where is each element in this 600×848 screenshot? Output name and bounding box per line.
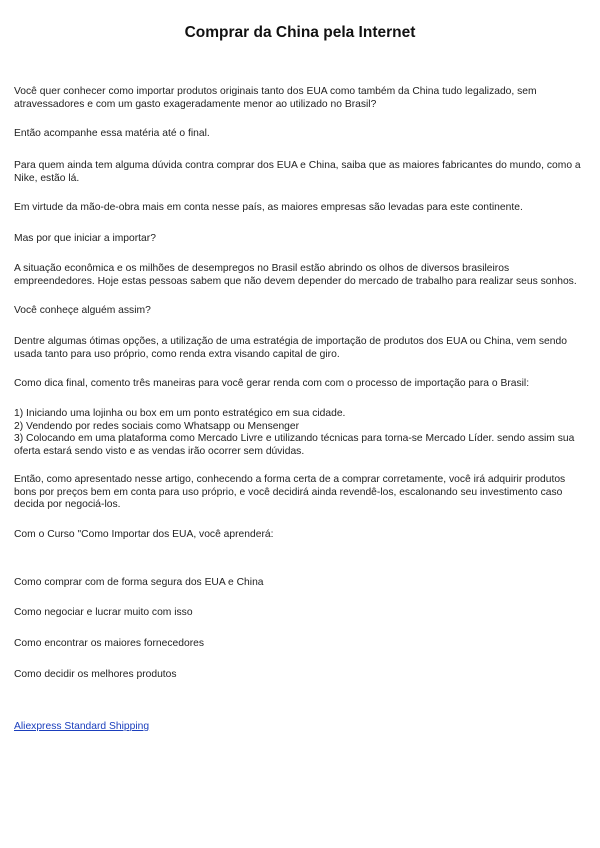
course-item: Como decidir os melhores produtos	[14, 669, 177, 680]
tip-item: 3) Colocando em uma plataforma como Mercado Livre e utilizando técnicas para torna-se Mercado Líder. sendo assim sua oferta estará sendo visto e as vendas irão ocorrer sem dúvidas.	[14, 433, 575, 457]
tips-list	[14, 408, 588, 458]
paragraph-options: Dentre algumas ótimas opções, a utilização de uma estratégia de importação de produtos dos EUA ou China, vem sendo usada tanto para uso próprio, como renda extra visando capital de giro.	[14, 336, 567, 360]
course-item: Como encontrar os maiores fornecedores	[14, 638, 205, 649]
paragraph-intro: Você quer conhecer como importar produtos originais tanto dos EUA como também da China tudo legalizado, sem atravessadores e com um gasto exageradamente menor ao utilizado no Brasil?	[14, 86, 537, 110]
paragraph-why-import: Mas por que iniciar a importar?	[14, 233, 156, 244]
tip-item: 1) Iniciando uma lojinha ou box em um ponto estratégico em sua cidade.	[14, 408, 346, 419]
course-item: Como negociar e lucrar muito com isso	[14, 607, 193, 618]
course-item: Como comprar com de forma segura dos EUA e China	[14, 577, 264, 588]
paragraph-economy: A situação econômica e os milhões de desempregos no Brasil estão abrindo os olhos de diversos brasileiros empreendedores. Hoje estas pessoas sabem que não devem depender do mercado de trabalho para realizar seus sonhos.	[14, 263, 577, 287]
course-intro: Com o Curso "Como Importar dos EUA, você aprenderá:	[14, 529, 274, 540]
paragraph-question: Você conheçe alguém assim?	[14, 305, 151, 316]
paragraph-manufacturers: Para quem ainda tem alguma dúvida contra comprar dos EUA e China, saiba que as maiores fabricantes do mundo, como a Nike, estão lá.	[14, 160, 581, 184]
tip-item: 2) Vendendo por redes sociais como Whatsapp ou Mensenger	[14, 420, 300, 432]
page-title: Comprar da China pela Internet	[184, 24, 416, 41]
aliexpress-shipping-link[interactable]: Aliexpress Standard Shipping	[14, 721, 150, 732]
paragraph-closing: Então, como apresentado nesse artigo, conhecendo a forma certa de a comprar corretamente, você irá adquirir produtos bons por preços bem em conta para uso próprio, e você decidirá ainda revendê-los, escalonando seu investimento caso decida por negociá-los.	[14, 474, 566, 510]
paragraph-follow: Então acompanhe essa matéria até o final.	[14, 128, 210, 139]
paragraph-labor: Em virtude da mão-de-obra mais em conta nesse país, as maiores empresas são levadas para este continente.	[14, 202, 523, 213]
paragraph-final-tip: Como dica final, comento três maneiras para você gerar renda com com o processo de importação para o Brasil:	[14, 378, 530, 389]
